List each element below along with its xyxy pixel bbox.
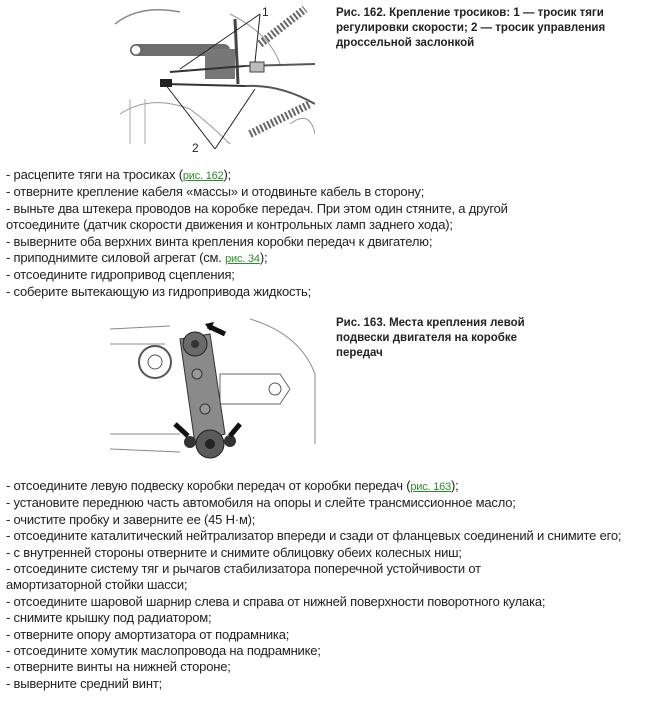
figure-162-caption: Рис. 162. Крепление тросиков: 1 — тросик тяги регулировки скорости; 2 — тросик управления дроссельной заслонкой bbox=[336, 7, 606, 49]
step-item: - отсоедините систему тяг и рычагов стабилизатора поперечной устойчивости от амортизаторной стойки шасси; bbox=[6, 561, 481, 593]
step-item: - отсоедините гидропривод сцепления; bbox=[6, 267, 235, 283]
step-item: - отсоедините левую подвеску коробки передач от коробки передач (рис. 163); bbox=[6, 478, 459, 493]
figure-162-illustration bbox=[110, 4, 315, 154]
step-item: - соберите вытекающую из гидропривода жидкость; bbox=[6, 283, 312, 299]
step-item: - очистите пробку и заверните ее (45 Н·м); bbox=[6, 511, 256, 527]
fig-34-link[interactable]: рис. 34 bbox=[225, 253, 260, 266]
step-item: - отверните крепление кабеля «массы» и отодвиньте кабель в сторону; bbox=[6, 184, 425, 200]
figure-163-caption: Рис. 163. Места крепления левой подвески двигателя на коробке передач bbox=[336, 317, 525, 359]
step-item: - отверните винты на нижней стороне; bbox=[6, 659, 231, 675]
steps-list-1 bbox=[6, 167, 646, 300]
step-item: - снимите крышку под радиатором; bbox=[6, 610, 212, 626]
step-item: - отсоедините шаровой шарнир слева и справа от нижней поверхности поворотного кулака; bbox=[6, 593, 546, 609]
callout-2: 2 bbox=[192, 141, 199, 154]
figure-163-illustration bbox=[110, 314, 325, 464]
step-item: - отверните опору амортизатора от подрамника; bbox=[6, 626, 290, 642]
steps-list-2 bbox=[6, 478, 646, 692]
step-item: - отсоедините хомутик маслопровода на подрамнике; bbox=[6, 643, 321, 659]
fig-162-link[interactable]: рис. 162 bbox=[182, 170, 224, 182]
step-item: - выверните средний винт; bbox=[6, 675, 162, 691]
callout-1: 1 bbox=[262, 5, 269, 19]
step-item: - приподнимите силовой агрегат (см. рис. 34); bbox=[6, 250, 268, 266]
step-item: - отсоедините каталитический нейтрализатор впереди и сзади от фланцевых соединений и снимите его; bbox=[6, 528, 622, 544]
step-item: - выверните оба верхних винта крепления коробки передач к двигателю; bbox=[6, 233, 433, 249]
step-item: - с внутренней стороны отверните и снимите облицовку обеих колесных ниш; bbox=[6, 544, 462, 560]
step-item: - выньте два штекера проводов на коробке передач. При этом один стяните, а другой отсоедините (датчик скорости движения и контрольных ламп заднего хода); bbox=[6, 200, 508, 233]
step-item: - установите переднюю часть автомобиля на опоры и слейте трансмиссионное масло; bbox=[6, 495, 516, 511]
fig-163-link[interactable]: рис. 163 bbox=[410, 481, 452, 493]
step-item: - расцепите тяги на тросиках (рис. 162); bbox=[6, 167, 232, 182]
